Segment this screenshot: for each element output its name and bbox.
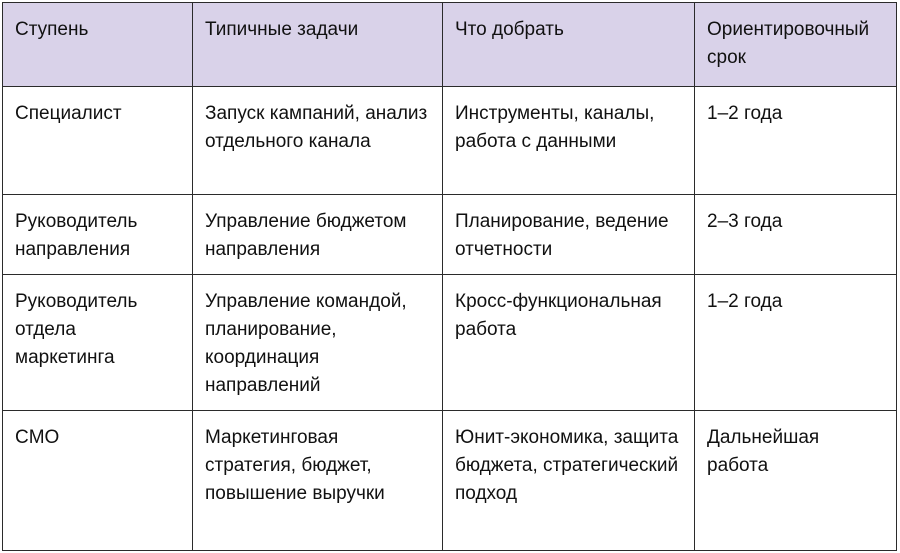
header-what-to-add: Что добрать [443, 3, 695, 87]
header-stage: Ступень [3, 3, 193, 87]
cell-tasks: Маркетинговая стратегия, бюджет, повышение выручки [193, 411, 443, 551]
cell-term: 1–2 года [695, 87, 897, 195]
cell-term: Дальнейшая работа [695, 411, 897, 551]
table-body [3, 87, 897, 551]
cell-tasks: Управление командой, планирование, координация направлений [193, 275, 443, 411]
header-approx-term: Ориентировочный срок [695, 3, 897, 87]
table-row [3, 87, 897, 195]
cell-stage: Руководитель направления [3, 195, 193, 275]
table-row [3, 195, 897, 275]
cell-term: 1–2 года [695, 275, 897, 411]
cell-to-add: Юнит-экономика, защита бюджета, стратегический подход [443, 411, 695, 551]
table-header [3, 3, 897, 87]
header-row [3, 3, 897, 87]
cell-stage: Специалист [3, 87, 193, 195]
cell-stage: Руководитель отдела маркетинга [3, 275, 193, 411]
cell-to-add: Кросс-функциональная работа [443, 275, 695, 411]
cell-stage: CMO [3, 411, 193, 551]
cell-term: 2–3 года [695, 195, 897, 275]
table-row [3, 275, 897, 411]
header-typical-tasks: Типичные задачи [193, 3, 443, 87]
table-row [3, 411, 897, 551]
career-ladder-table-container [2, 2, 896, 550]
cell-to-add: Инструменты, каналы, работа с данными [443, 87, 695, 195]
career-ladder-table [2, 2, 897, 551]
cell-to-add: Планирование, ведение отчетности [443, 195, 695, 275]
cell-tasks: Запуск кампаний, анализ отдельного канала [193, 87, 443, 195]
cell-tasks: Управление бюджетом направления [193, 195, 443, 275]
